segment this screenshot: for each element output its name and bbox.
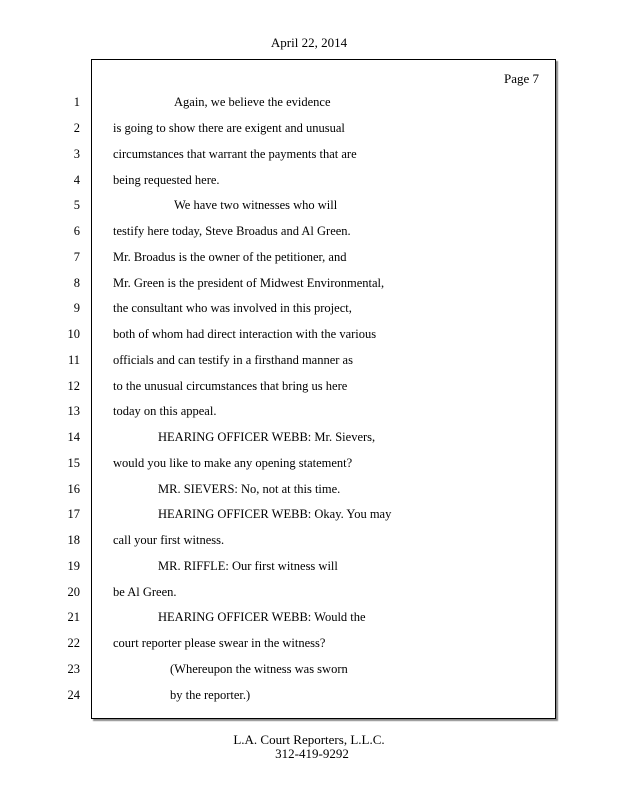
transcript-line: MR. SIEVERS: No, not at this time. [158,482,341,496]
line-number: 8 [73,276,80,290]
line-number: 23 [67,662,80,676]
line-number: 20 [67,585,80,599]
footer-phone: 312-419-9292 [275,746,349,761]
header-date: April 22, 2014 [270,35,348,50]
page-number: Page 7 [504,71,540,86]
line-number: 24 [67,688,80,702]
line-number: 3 [73,147,80,161]
line-number: 7 [73,250,80,264]
line-number: 5 [73,198,80,212]
transcript-line: We have two witnesses who will [174,198,338,212]
footer-firm-name: L.A. Court Reporters, L.L.C. [233,732,385,747]
transcript-line: HEARING OFFICER WEBB: Would the [158,610,366,624]
line-number: 2 [73,121,80,135]
line-number: 14 [67,430,80,444]
transcript-line: MR. RIFFLE: Our first witness will [158,559,338,573]
line-number: 22 [67,636,80,650]
transcript-line: call your first witness. [113,533,225,547]
transcript-line: circumstances that warrant the payments that are [113,147,357,161]
transcript-line: Mr. Broadus is the owner of the petitioner, and [113,250,347,264]
transcript-line: Again, we believe the evidence [174,95,331,109]
transcript-line: HEARING OFFICER WEBB: Okay. You may [158,507,392,521]
line-number: 12 [67,379,80,393]
transcript-line: (Whereupon the witness was sworn [170,662,348,676]
line-number: 21 [67,610,80,624]
transcript-line: be Al Green. [113,585,177,599]
transcript-line: today on this appeal. [113,404,217,418]
line-number: 18 [67,533,80,547]
line-number: 19 [67,559,80,573]
transcript-line: to the unusual circumstances that bring us here [113,379,348,393]
transcript-line: court reporter please swear in the witness? [113,636,326,650]
line-number: 11 [67,353,80,367]
line-number: 1 [73,95,80,109]
line-number: 6 [73,224,80,238]
transcript-line: would you like to make any opening statement? [113,456,353,470]
line-number: 10 [67,327,80,341]
transcript-line: being requested here. [113,173,220,187]
transcript-line: the consultant who was involved in this project, [113,301,352,315]
transcript-line: HEARING OFFICER WEBB: Mr. Sievers, [158,430,376,444]
transcript-line: officials and can testify in a firsthand manner as [113,353,353,367]
line-number: 16 [67,482,80,496]
line-number: 15 [67,456,80,470]
transcript-line: is going to show there are exigent and unusual [113,121,345,135]
line-number: 9 [73,301,80,315]
transcript-line: testify here today, Steve Broadus and Al Green. [113,224,351,238]
line-number: 17 [67,507,80,521]
footer [0,733,618,761]
line-number: 4 [73,173,80,187]
transcript-line: both of whom had direct interaction with the various [113,327,377,341]
line-number: 13 [67,404,80,418]
transcript-line: by the reporter.) [170,688,251,702]
transcript-line: Mr. Green is the president of Midwest Environmental, [113,276,385,290]
